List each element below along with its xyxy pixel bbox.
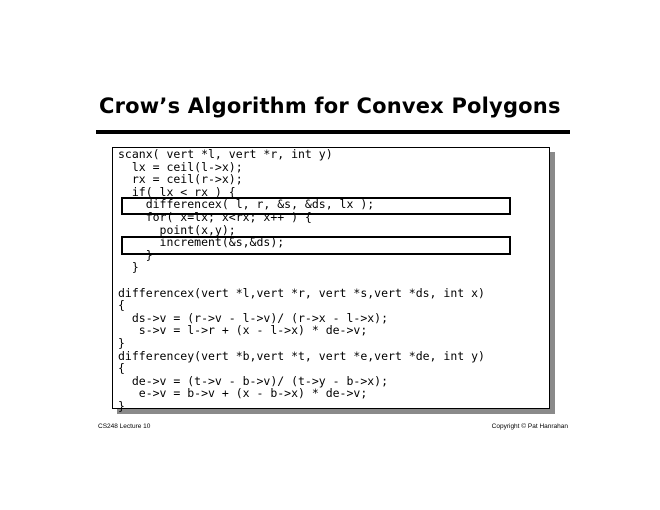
code-line: ds->v = (r->v - l->v)/ (r->x - l->x);	[118, 310, 389, 325]
code-line: for( x=lx; x<rx; x++ ) {	[118, 209, 312, 224]
code-line: if( lx < rx ) {	[118, 184, 236, 199]
code-line: differencex( l, r, &s, &ds, lx );	[118, 197, 375, 212]
code-line: differencey(vert *b,vert *t, vert *e,vert *de, int y)	[118, 348, 485, 363]
code-line: }	[118, 335, 125, 350]
code-line: s->v = l->r + (x - l->x) * de->v;	[118, 323, 368, 338]
code-line: rx = ceil(r->x);	[118, 172, 243, 187]
code-line: scanx( vert *l, vert *r, int y)	[118, 147, 333, 161]
code-box	[112, 147, 550, 413]
code-listing	[118, 148, 485, 412]
footer-course: CS248 Lecture 10	[98, 423, 151, 430]
code-line: lx = ceil(l->x);	[118, 159, 243, 174]
code-line: increment(&s,&ds);	[118, 235, 285, 250]
footer-copyright: Copyright © Pat Hanrahan	[491, 423, 568, 430]
code-line: }	[118, 247, 153, 262]
title-rule	[96, 130, 570, 134]
highlight-differencex-call	[121, 197, 511, 215]
code-line: e->v = b->v + (x - b->x) * de->v;	[118, 386, 368, 401]
slide-title: Crow’s Algorithm for Convex Polygons	[99, 94, 561, 118]
code-line: }	[118, 260, 139, 275]
code-line: {	[118, 298, 125, 313]
code-line: differencex(vert *l,vert *r, vert *s,vert *ds, int x)	[118, 285, 485, 300]
code-line: }	[118, 398, 125, 413]
code-line: de->v = (t->v - b->v)/ (t->y - b->x);	[118, 373, 389, 388]
code-line: point(x,y);	[118, 222, 236, 237]
code-line: {	[118, 361, 125, 376]
highlight-increment-call	[121, 236, 511, 255]
